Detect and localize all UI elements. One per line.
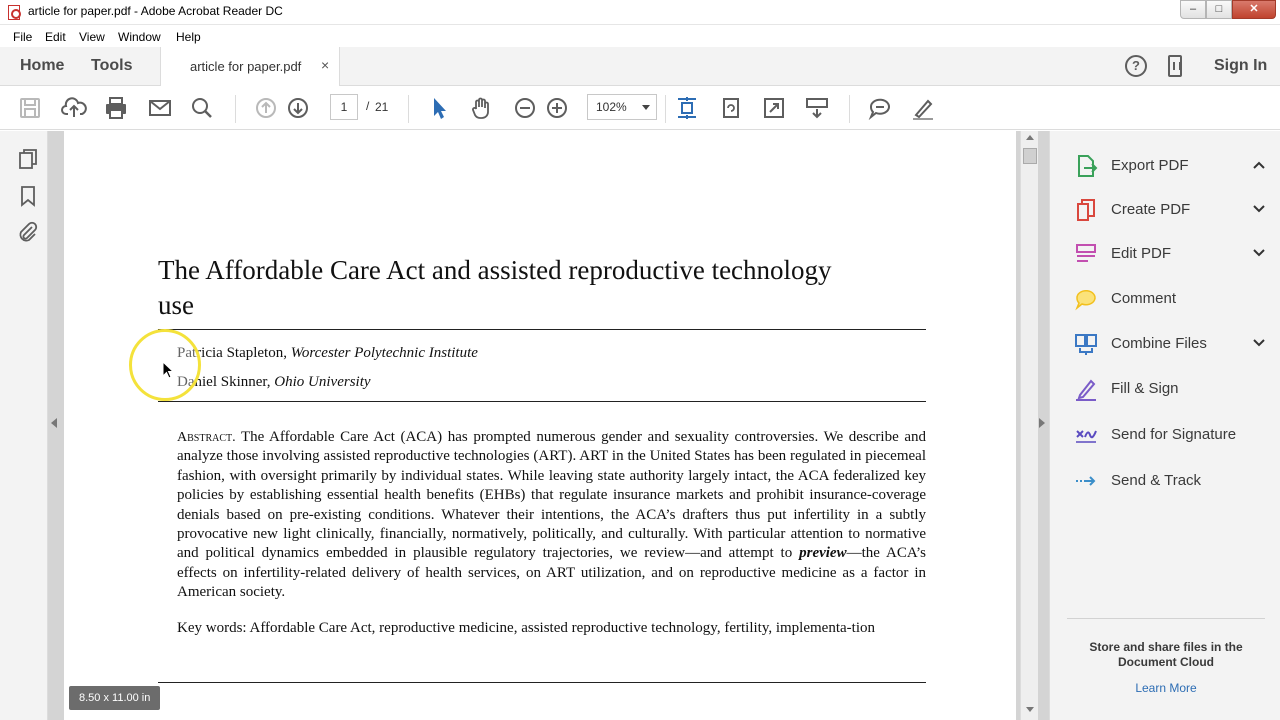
author-line [177,374,371,391]
pdf-file-icon [8,5,20,20]
tool-label: Comment [1111,290,1177,307]
menu-bar [0,26,1280,47]
left-navigation-rail [0,131,48,720]
tab-document-label: article for paper.pdf [190,59,302,74]
chevron-down-icon [642,105,650,110]
page-size-badge: 8.50 x 11.00 in [69,686,160,710]
comment-tool-icon[interactable] [867,95,893,121]
menu-window[interactable]: Window [118,30,161,44]
email-icon[interactable] [147,95,173,121]
tool-send-track[interactable] [1074,467,1274,495]
tab-document[interactable] [160,47,340,86]
mobile-link-icon[interactable] [1168,55,1182,77]
title-rule [158,329,926,330]
send-signature-icon [1074,423,1098,447]
panel-divider [1067,618,1265,619]
close-window-button[interactable]: ✕ [1232,0,1276,19]
save-icon[interactable] [17,95,43,121]
rotate-page-icon[interactable] [718,95,744,121]
tools-pane [1049,131,1280,720]
scroll-up-arrow-icon[interactable] [1026,135,1034,140]
scroll-down-arrow-icon[interactable] [1026,707,1034,712]
document-viewport[interactable] [48,131,1049,720]
hand-tool-icon[interactable] [469,95,495,121]
select-tool-icon[interactable] [426,95,452,121]
page-total: 21 [375,100,389,114]
keyboard-selection-icon[interactable] [804,95,830,121]
tool-send-for-signature[interactable] [1074,421,1274,449]
author-name: Patricia Stapleton, [177,345,287,361]
nav-home[interactable]: Home [20,57,65,74]
page-number-input[interactable]: 1 [330,94,358,120]
chevron-down-icon[interactable] [1252,202,1266,216]
highlight-pen-icon[interactable] [910,95,936,121]
send-track-icon [1074,469,1098,493]
abstract-emphasis: preview [799,545,847,562]
comment-icon [1074,287,1098,311]
tool-label: Edit PDF [1111,245,1172,262]
document-cloud-message: Store and share files in the Document Cloud [1089,640,1243,669]
maximize-button[interactable]: □ [1206,0,1232,19]
zoom-in-icon[interactable] [544,95,570,121]
tool-label: Fill & Sign [1111,380,1179,397]
menu-view[interactable]: View [79,30,105,44]
combine-files-icon [1074,332,1098,356]
tool-combine-files[interactable] [1074,330,1274,358]
nav-bar [0,47,1280,86]
tool-label: Send for Signature [1111,426,1237,443]
menu-file[interactable]: File [13,30,33,44]
tab-close-icon[interactable]: × [321,57,330,73]
sign-in-button[interactable]: Sign In [1214,57,1268,74]
zoom-out-icon[interactable] [512,95,538,121]
zoom-dropdown[interactable] [587,94,657,120]
page-separator: / [366,99,370,113]
authors-rule [158,401,926,402]
chevron-down-icon[interactable] [1252,336,1266,350]
print-icon[interactable] [103,95,129,121]
nav-tools[interactable]: Tools [91,57,133,74]
full-screen-icon[interactable] [761,95,787,121]
toolbar-divider [235,95,236,123]
zoom-value: 102% [596,100,627,114]
scrolling-mode-icon[interactable] [674,95,700,121]
tool-export-pdf[interactable] [1074,152,1274,180]
chevron-down-icon[interactable] [1252,246,1266,260]
abstract-paragraph [177,428,926,603]
toolbar [0,87,1280,130]
collapse-left-panel-icon[interactable] [51,418,57,428]
author-affiliation: Worcester Polytechnic Institute [290,345,478,361]
abstract-heading: Abstract. [177,430,236,445]
abstract-text: The Affordable Care Act (ACA) has prompted numerous gender and sexuality controversies. We describe and analyze those involving assisted reproductive technologies (ART). ART in the United States has been regulated in piecemeal fashion, with oversight primarily by individual states. While leaving state authority largely intact, the ACA federalized key policies by establishing essential health benefits (EHBs) that regulate insurance markets and prohibit insurance-coverage denials based on pre-existing conditions. Whatever their intentions, the ACA’s drafters thus put infertility in a subtly provocative new light clinically, financially, normatively, politically, and culturally. With particular attention to normative and political dynamics embedded in plausible regulatory trajectories, we review—and attempt to [177,429,926,562]
author-name: Daniel Skinner, [177,374,271,390]
tool-label: Combine Files [1111,335,1207,352]
tool-label: Export PDF [1111,157,1189,174]
tool-fill-sign[interactable] [1074,375,1274,403]
tool-edit-pdf[interactable] [1074,240,1274,268]
edit-pdf-icon [1074,242,1098,266]
keywords-paragraph: Key words: Affordable Care Act, reproductive medicine, assisted reproductive technology, fertility, implementa-tion [177,620,875,636]
pdf-page [64,131,1016,720]
menu-edit[interactable]: Edit [45,30,66,44]
window-title: article for paper.pdf - Adobe Acrobat Reader DC [28,4,283,18]
mouse-pointer-icon [162,361,174,379]
upload-cloud-icon[interactable] [61,95,87,121]
scroll-thumb[interactable] [1023,148,1037,164]
minimize-button[interactable]: – [1180,0,1206,19]
toolbar-divider [665,95,666,123]
tool-label: Send & Track [1111,472,1202,489]
abstract-text-end: —the ACA’s effects on infertility-related delivery of health services, on ART utilization, and on reproductive medicine as a factor in American society. [177,545,926,601]
toolbar-divider [849,95,850,123]
author-affiliation: Ohio University [274,374,371,390]
learn-more-link[interactable]: Learn More [1135,681,1197,695]
tool-label: Create PDF [1111,201,1191,218]
paper-title: The Affordable Care Act and assisted reproductive technology use [158,255,832,320]
chevron-up-icon[interactable] [1252,158,1266,172]
tool-comment[interactable] [1074,285,1274,313]
create-pdf-icon [1074,198,1098,222]
fill-sign-icon [1074,377,1098,401]
next-page-icon[interactable] [285,95,311,121]
tool-create-pdf[interactable] [1074,196,1274,224]
keywords-rule [158,682,926,683]
toolbar-divider [408,95,409,123]
attachment-paperclip-icon[interactable] [17,221,39,243]
search-icon[interactable] [189,95,215,121]
help-icon[interactable]: ? [1125,55,1147,77]
expand-right-panel-icon[interactable] [1039,418,1045,428]
page-thumbnails-icon[interactable] [17,148,39,170]
previous-page-icon[interactable] [253,95,279,121]
title-bar [0,0,1280,25]
bookmark-icon[interactable] [17,185,39,207]
vertical-scrollbar[interactable] [1020,131,1038,720]
export-pdf-icon [1074,154,1098,178]
menu-help[interactable]: Help [176,30,201,44]
author-line [177,345,478,362]
